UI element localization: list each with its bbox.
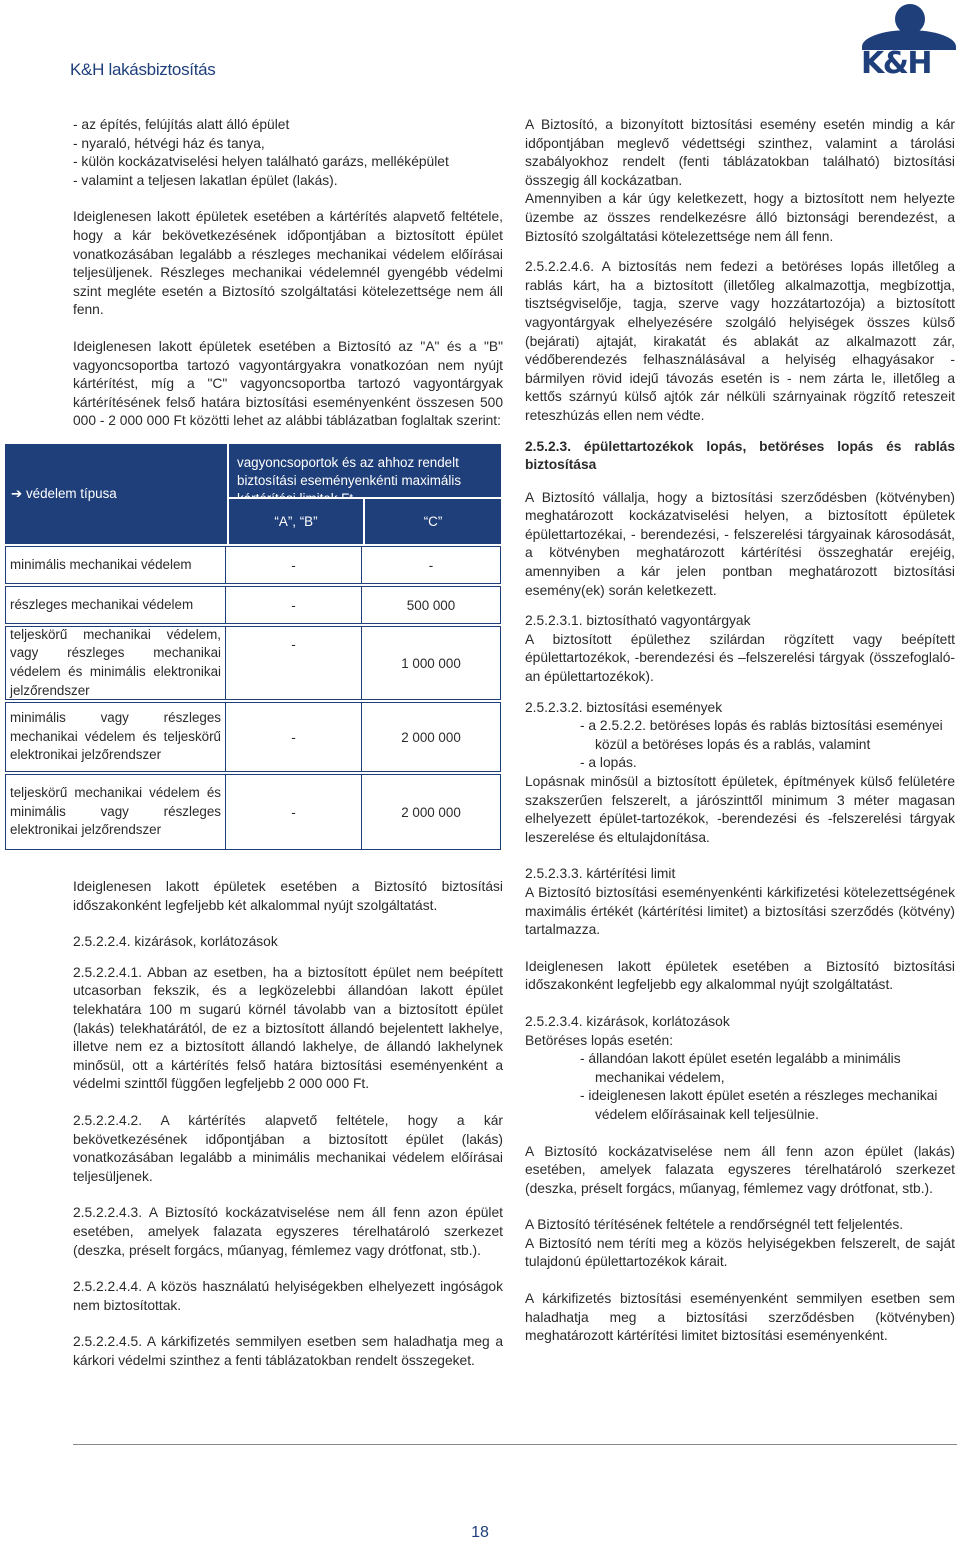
table-row [5, 586, 501, 624]
row-value-ab: - [226, 627, 362, 699]
paragraph: A biztosított épülethez szilárdan rögzített vagy beépített épülettartozékok, -berendezési és –felszerelési tárgyak (összefoglalóan épülettartozékok). [525, 631, 955, 685]
paragraph: A Biztosító vállalja, hogy a biztosítási szerződésben (kötvényben) meghatározott kockázatviselési helyen, a biztosított épületek épülettartozékai, - berendezési, - felszerelési tárgyainak károsodását, a kötvényben meghatározott kártérítési összeghatár erejéig, amennyiben a kár jelen pontban meghatározott biztosítási esemény(ek) során keletkezett. [525, 489, 955, 598]
section-heading: 2.5.2.3. épülettartozékok lopás, betöréses lopás és rablás biztosítása [525, 438, 955, 473]
restriction-list [525, 1050, 955, 1124]
table-row [5, 546, 501, 584]
table-header-col-ab: “A”, “B” [229, 499, 363, 544]
paragraph: A Biztosító nem téríti meg a közös helyiségekben felszerelt, de saját tulajdonú épülettartozékok kárait. [525, 1235, 955, 1270]
left-column-top [73, 116, 503, 431]
paragraph: Betöréses lopás esetén: [525, 1032, 674, 1048]
list-item: - valamint a teljesen lakatlan épület (lakás). [73, 172, 338, 188]
page-number: 18 [471, 1524, 489, 1541]
paragraph: A Biztosító térítésének feltétele a rendőrségnél tett feljelentés. [525, 1217, 904, 1233]
paragraph: 2.5.2.2.4.1. Abban az esetben, ha a biztosított épület nem beépített utcasorban fekszik, és a legközelebbi állandóan lakott épület telekhatára 100 m sugarú körnél távolabb van a biztosított épület (lakás) telekhatárától, de ez a biztosított állandó bejelentett lakhelye, illetve nem ez a biztosított állandó lakhelye, de állandó lakhelynek minősül, ott a kártérítés felső határa biztosítási eseményenként a védelmi szinttől függően legfeljebb 2 000 000 Ft. [73, 964, 503, 1092]
paragraph: 2.5.2.2.4.3. A Biztosító kockázatviselése nem áll fenn azon épület esetében, amelyek falazata egyszeres térelhatároló szerkezet (deszka, préselt forgács, műanyag, fémlemez vagy drótfonat, stb.). [73, 1205, 503, 1258]
paragraph: 2.5.2.2.4.5. A kárkifizetés semmilyen esetben sem haladhatja meg a kárkori védelmi szinthez a fenti táblázatokban rendelt összegeket. [73, 1334, 503, 1368]
logo-text: K&H [861, 46, 932, 81]
table-row [5, 702, 501, 772]
list-item: - ideiglenesen lakott épület esetén a részleges mechanikai [580, 1088, 938, 1104]
list-item: - a lopás. [580, 755, 637, 771]
list-item-continued: mechanikai védelem, [595, 1069, 725, 1085]
row-value-c: 500 000 [406, 597, 456, 613]
table-header-protection-type: ➔ védelem típusa [5, 444, 227, 544]
row-value-c: 2 000 000 [401, 804, 461, 820]
subsection-heading: 2.5.2.3.1. biztosítható vagyontárgyak [525, 613, 751, 629]
kh-logo [858, 4, 958, 80]
paragraph: A Biztosító kockázatviselése nem áll fenn azon épület (lakás) esetében, amelyek falazata egyszeres térelhatároló szerkezet (deszka, préselt forgács, műanyag, fémlemez vagy drótfonat, stb.). [525, 1143, 955, 1196]
event-list [525, 717, 955, 773]
row-value-c: 1 000 000 [401, 655, 461, 671]
table-row [5, 774, 501, 850]
row-value-ab: - [226, 703, 362, 771]
row-label: minimális vagy részleges mechanikai védelem és teljeskörű elektronikai jelzőrendszer [6, 703, 226, 771]
paragraph: Ideiglenesen lakott épületek esetében a Biztosító az "A" és a "B" vagyoncsoportba tartozó vagyontárgyakra vonatkozóan nem nyújt kártérítést, míg a "C" vagyoncsoportba tartozó vagyontárgyak kártérítésének felső határa biztosítási eseményenként összesen 500 000 - 2 000 000 Ft közötti lehet az alábbi táblázatban foglaltak szerint: [73, 338, 503, 429]
list-item: - a 2.5.2.2. betöréses lopás és rablás biztosítási eseményei [580, 718, 943, 734]
table-header-col-c: “C” [365, 499, 501, 544]
paragraph: A Biztosító biztosítási eseményenkénti kárkifizetési kötelezettségének maximális értékét (kártérítési limitet) a biztosítási szerződés (kötvény) tartalmazza. [525, 884, 955, 938]
list-item: - az építés, felújítás alatt álló épület [73, 117, 290, 132]
left-column-bottom [73, 878, 503, 1370]
row-value-ab: - [226, 775, 362, 849]
paragraph: 2.5.2.2.4.6. A biztosítás nem fedezi a betöréses lopás illetőleg a rablás kárt, ha a biztosított (illetőleg alkalmazottja, megbízottja, tisztségviselője, tagja, szerve vagy hozzátartozója) a biztosított vagyontárgyak elhelyezésére szolgáló helyiségek összes külső (bejárati) ajtaját, kirakatát és ablakát az alkalmazott zár, védőberendezés felhasználásával a helyiség elhagyásakor - bármilyen rövid idejű távozás esetén is - nem zárta le, illetőleg a kettős szárnyú külső ajtók zár nélküli szárnyainak rögzítő reteszeit reteszhúzás ellen nem védte. [525, 259, 955, 423]
subsection-heading: 2.5.2.3.4. kizárások, korlátozások [525, 1013, 730, 1029]
paragraph: Ideiglenesen lakott épületek esetében a Biztosító biztosítási időszakonként legfeljebb egy alkalommal nyújt szolgáltatást. [525, 958, 955, 993]
row-value-ab: - [226, 587, 362, 623]
excluded-building-list [73, 116, 503, 190]
row-value-c: 2 000 000 [401, 729, 461, 745]
row-label: részleges mechanikai védelem [6, 587, 226, 623]
list-item: - nyaraló, hétvégi ház és tanya, [73, 135, 265, 151]
list-item: - állandóan lakott épület esetén legalább a minimális [580, 1051, 901, 1067]
subsection-heading: 2.5.2.3.2. biztosítási események [525, 699, 723, 715]
list-item-continued: védelem előírásainak kell teljesülnie. [595, 1106, 819, 1122]
row-label: teljeskörű mechanikai védelem és minimális vagy részleges elektronikai jelzőrendszer [6, 775, 226, 849]
table-row [5, 626, 501, 700]
paragraph: A kárkifizetés biztosítási eseményenként semmilyen esetben sem haladhatja meg a biztosítási szerződésben (kötvényben) meghatározott kártérítési limitet biztosítási eseményenként. [525, 1291, 955, 1344]
list-item-continued: közül a betöréses lopás és a rablás, valamint [595, 736, 871, 752]
table-header-limits: vagyoncsoportok és az ahhoz rendelt biztosítási eseményenkénti maximális [229, 444, 501, 497]
paragraph: Amennyiben a kár úgy keletkezett, hogy a biztosított nem helyezte üzembe az összes rendelkezésre álló biztonsági berendezést, a Biztosító szolgáltatási kötelezettsége nem áll fenn. [525, 191, 955, 244]
paragraph: Lopásnak minősül a biztosított épületek, építmények külső felületére szakszerűen felszerelt, a járószinttől minimum 3 méter magasan elhelyezett épület-tartozékok, -berendezési és -felszerelési tárgyak leszerelése és eltulajdonítása. [525, 774, 955, 845]
row-value-c: - [428, 557, 434, 573]
footer-divider [73, 1444, 957, 1445]
list-item: - külön kockázatviselési helyen található garázs, melléképület [73, 154, 449, 170]
subsection-heading: 2.5.2.3.3. kártérítési limit [525, 866, 676, 882]
paragraph: Ideiglenesen lakott épületek esetében a kártérítés alapvető feltétele, hogy a kár bekövetkezésének időpontjában a biztosított épület vonatkozásában legalább a részleges mechanikai védelem előírásai teljesüljenek. Részleges mechanikai védelemnél gyengébb védelmi szint megléte esetén a Biztosító szolgáltatási kötelezettsége nem áll fenn. [73, 209, 503, 318]
paragraph: Ideiglenesen lakott épületek esetében a Biztosító biztosítási időszakonként legfeljebb két alkalommal nyújt szolgáltatást. [73, 879, 503, 913]
right-column [525, 116, 955, 1346]
row-value-ab: - [226, 547, 362, 583]
brand-title: K&H lakásbiztosítás [70, 60, 216, 79]
paragraph: 2.5.2.2.4.4. A közös használatú helyiségekben elhelyezett ingóságok nem biztosítottak. [73, 1279, 503, 1313]
row-label: minimális mechanikai védelem [6, 547, 226, 583]
section-heading: 2.5.2.2.4. kizárások, korlátozások [73, 934, 278, 950]
paragraph: A Biztosító, a bizonyított biztosítási esemény esetén mindig a kár időpontjában meglevő védettségi szinthez, valamint a tárolási szabályokhoz rendelt (fenti táblázatokban található) biztosítási összegig áll kockázatban. [525, 117, 955, 188]
paragraph: 2.5.2.2.4.2. A kártérítés alapvető feltétele, hogy a kár bekövetkezésének időpontjában a biztosított épület (lakás) vonatkozásában legalább a minimális mechanikai védelem előírásai teljesüljenek. [73, 1112, 503, 1184]
limits-table [5, 444, 501, 850]
row-label: teljeskörű mechanikai védelem, vagy részleges mechanikai védelem és minimális elektronikai jelzőrendszer [6, 627, 226, 699]
